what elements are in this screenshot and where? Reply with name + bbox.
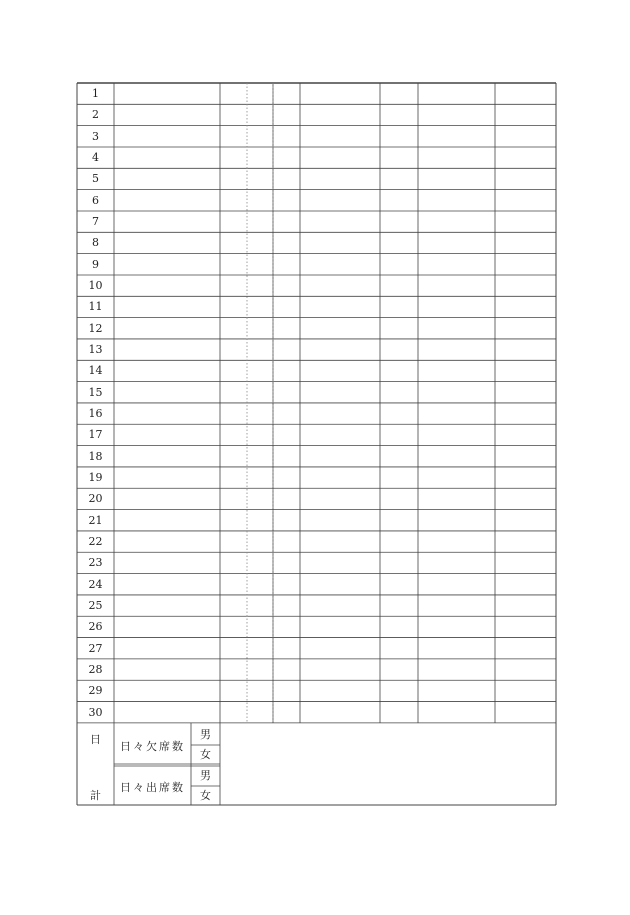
attendance-male-label: 男 xyxy=(200,769,211,782)
row-number: 9 xyxy=(92,257,99,271)
row-number: 24 xyxy=(88,577,103,591)
absence-male-label: 男 xyxy=(200,728,211,741)
row-number: 11 xyxy=(88,300,103,314)
row-number: 21 xyxy=(88,513,103,527)
row-number: 4 xyxy=(92,150,99,164)
row-number: 30 xyxy=(88,705,103,719)
row-number: 27 xyxy=(88,641,103,655)
row-number: 20 xyxy=(88,492,103,506)
footer-side-label-bottom: 計 xyxy=(90,789,101,802)
footer-side-label-top: 日 xyxy=(90,733,101,746)
row-number: 13 xyxy=(88,342,103,356)
row-number: 26 xyxy=(88,620,103,634)
attendance-female-label: 女 xyxy=(200,789,211,802)
daily-attendance-label: 日々出席数 xyxy=(120,781,185,794)
row-number: 15 xyxy=(88,385,103,399)
row-number: 1 xyxy=(92,87,99,100)
row-number: 5 xyxy=(92,172,99,186)
daily-absence-label: 日々欠席数 xyxy=(120,740,185,753)
row-number: 22 xyxy=(88,534,103,548)
row-number: 28 xyxy=(88,662,103,676)
row-number: 16 xyxy=(88,406,103,420)
row-number: 29 xyxy=(88,684,103,698)
row-number: 12 xyxy=(88,321,103,335)
row-number: 17 xyxy=(88,428,103,442)
row-number: 25 xyxy=(88,598,103,612)
row-number: 23 xyxy=(88,556,103,570)
row-number: 7 xyxy=(92,214,99,228)
row-number: 3 xyxy=(92,129,99,143)
row-number: 2 xyxy=(92,108,99,122)
row-number: 6 xyxy=(92,193,99,207)
row-number: 8 xyxy=(92,236,99,250)
row-number: 19 xyxy=(88,470,103,484)
row-number: 14 xyxy=(88,364,103,378)
absence-female-label: 女 xyxy=(200,748,211,761)
row-number: 18 xyxy=(88,449,103,463)
row-number: 10 xyxy=(88,278,103,292)
